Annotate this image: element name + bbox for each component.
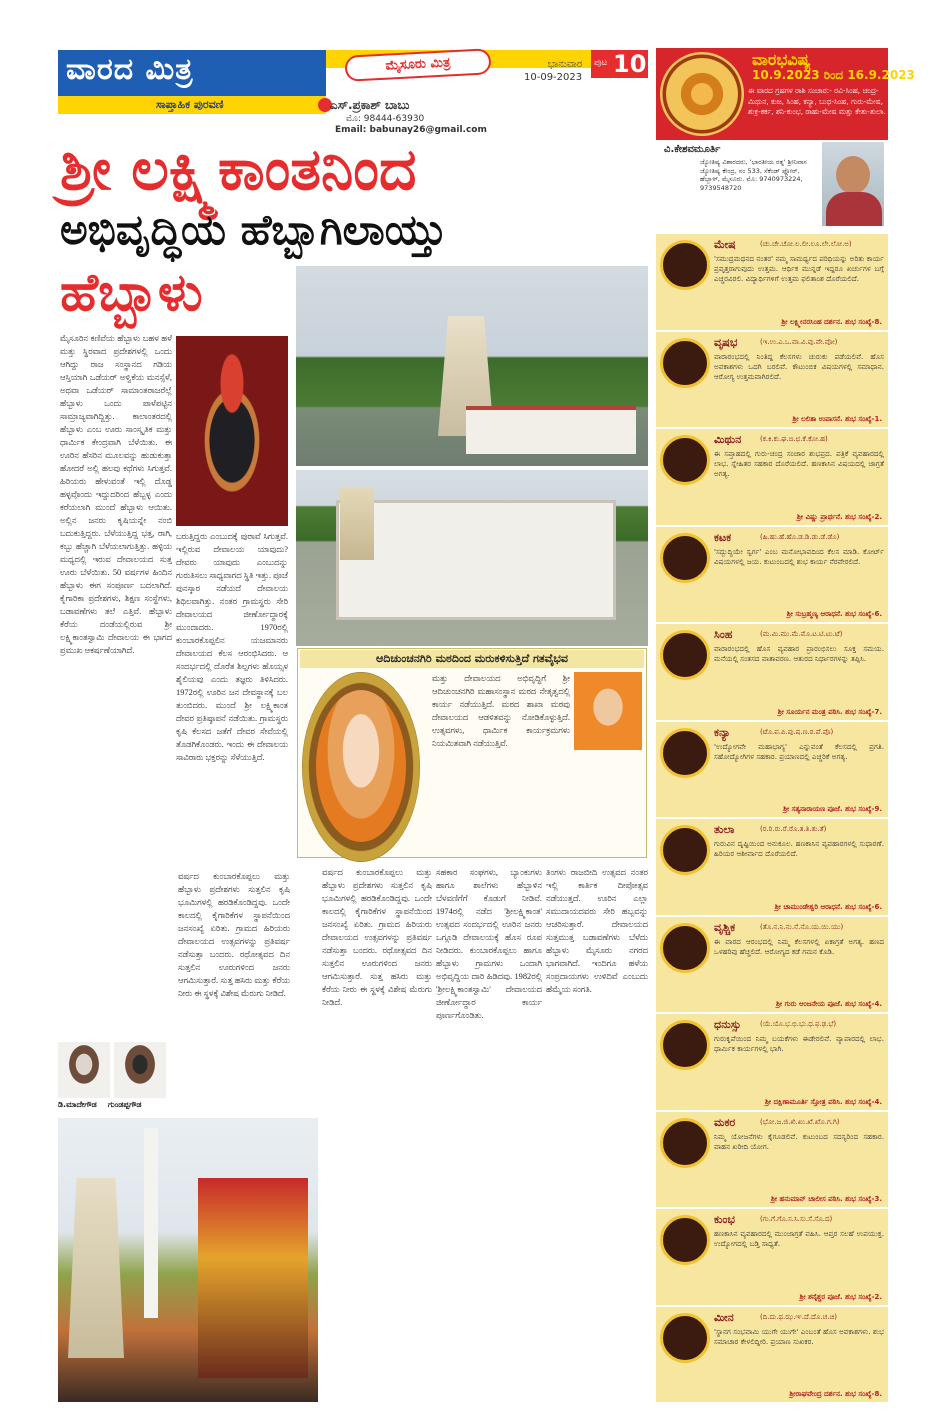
sign-remedy: ಶ್ರೀ ಚಾಮುಂಡೇಶ್ವರಿ ಆರಾಧನೆ. ಶುಭ ಸಂಖ್ಯೆ-6. bbox=[774, 902, 882, 911]
supplement-label: ಸಾಪ್ತಾಹಿಕ ಪುರವಣಿ bbox=[58, 96, 326, 114]
page-number: 10 bbox=[613, 50, 647, 78]
zodiac-sign-icon bbox=[660, 1118, 710, 1168]
article-col5: ತಿಂಗಳು ರಾಜಬೀದಿ ಉತ್ಸವದ ನಂತರ ಇಲ್ಲಿ ಕಾರ್ತಿಕ ದೀಪೋತ್ಸವ ನಡೆಯುತ್ತದೆ. ಊರಿನ ಎಲ್ಲಾ ಸಮುದಾಯದವರು ಸೇರಿ ಹಬ್ಬವನ್ನು ಆಚರಿಸುತ್ತಾರೆ. ದೇವಾಲಯದ ಸುತ್ತಮುತ್ತ ಬಡಾವಣೆಗಳು ಬೆಳೆದು ಹೆಬ್ಬಾಳು ಮೈಸೂರು ನಗರದ ಭಾಗವಾಗಿದೆ. ಇಂದಿಗೂ ಹಳೆಯ ಸಂಪ್ರದಾಯಗಳು ಉಳಿದಿವೆ ಎಂಬುದು ಹೆಮ್ಮೆಯ ಸಂಗತಿ. bbox=[546, 868, 648, 994]
article-col4: ಸಹಕಾರ ಸಂಘಗಳು, ಬ್ಯಾಂಕುಗಳು ಹಾಗೂ ಶಾಲೆಗಳು ಹೆಬ್ಬಾಳಿನ ಬೆಳವಣಿಗೆಗೆ ಕೊಡುಗೆ ನೀಡಿವೆ. 1974ರಲ್ಲಿ ನಡೆದ 'ಶ್ರೀಲಕ್ಷ್ಮಿಕಾಂತ' ಉತ್ಸವದ ಸಂದರ್ಭದಲ್ಲಿ ಊರಿನ ಜನರು ಒಗ್ಗೂಡಿ ದೇವಾಲಯಕ್ಕೆ ಹೊಸ ರೂಪ ನೀಡಿದರು. ಕುಂಬಾರಕೊಪ್ಪಲು ಹಾಗೂ ಹೆಬ್ಬಾಳು ಗ್ರಾಮಗಳು ಒಂದಾಗಿ ಅಭಿವೃದ್ಧಿಯ ದಾರಿ ಹಿಡಿದವು. 1982ರಲ್ಲಿ 'ಶ್ರೀಲಕ್ಷ್ಮಿಕಾಂತಸ್ವಾಮಿ' ದೇವಾಲಯದ ಜೀರ್ಣೋದ್ಧಾರ ಕಾರ್ಯ ಪೂರ್ಣಗೊಂಡಿತು. bbox=[436, 868, 542, 1020]
sub-article-title: ಆದಿಚುಂಚನಗಿರಿ ಮಠದಿಂದ ಮರುಕಳಿಸುತ್ತಿದೆ ಗತವೈಭವ bbox=[300, 650, 644, 668]
sign-text: 'ಉದ್ಯೋಗವೇ ಮಹಾಭಾಗ್ಯ' ಎನ್ನುವಂತೆ ಕೆಲಸದಲ್ಲಿ ಪ್ರಗತಿ. ಸಹೋದ್ಯೋಗಿಗಳ ಸಹಕಾರ. ಪ್ರಯಾಣದಲ್ಲಿ ಎಚ್ಚರಿಕೆ ಅಗತ್ಯ. bbox=[714, 741, 884, 761]
headline-line3: ಹೆಬ್ಬಾಳು bbox=[60, 262, 203, 323]
sign-text: ನಿಮ್ಮ ಯೋಜನೆಗಳು ಕೈಗೂಡಲಿವೆ. ಕುಟುಂಬದ ಸದಸ್ಯರಿಂದ ಸಹಕಾರ. ವಾಹನ ಖರೀದಿ ಯೋಗ. bbox=[714, 1131, 884, 1151]
paper-name: ವಾರದ ಮಿತ್ರ bbox=[66, 52, 194, 87]
zodiac-sign-icon bbox=[660, 533, 710, 583]
zodiac-sign-icon bbox=[660, 240, 710, 290]
sign-text: ವಾರಾರಂಭದಲ್ಲಿ ನಿಂತಿದ್ದ ಕೆಲಸಗಳು ಚುರುಕು ಪಡೆಯಲಿವೆ. ಹೊಸ ಅವಕಾಶಗಳು ಒದಗಿ ಬರಲಿವೆ. ಕೌಟುಂಬಿಕ ವಿಷಯಗಳಲ್ಲಿ ಸಮಾಧಾನ. ಆರೋಗ್ಯ ಉತ್ತಮವಾಗಿರಲಿದೆ. bbox=[714, 351, 884, 381]
page-label: ಪುಟ bbox=[594, 58, 608, 68]
sign-remedy: ಶ್ರೀ ಲಕ್ಷ್ಮೀನರಸಿಂಹ ದರ್ಶನ. ಶುಭ ಸಂಖ್ಯೆ-8. bbox=[781, 317, 882, 326]
sign-box bbox=[656, 1207, 888, 1305]
sign-remedy: ಶ್ರೀ ಲಲಿತಾ ಉಪಾಸನೆ. ಶುಭ ಸಂಖ್ಯೆ-1. bbox=[792, 415, 882, 423]
zodiac-sign-icon bbox=[660, 728, 710, 778]
sign-box bbox=[656, 330, 888, 428]
author-mobile: ಮೊ: 98444-63930 bbox=[346, 114, 425, 124]
sign-name: ತುಲಾ bbox=[714, 823, 735, 836]
headline-line2: ಅಭಿವೃದ್ಧಿಯ ಹೆಬ್ಬಾಗಿಲಾಯ್ತು bbox=[60, 205, 447, 254]
horoscope-title: ವಾರಭವಿಷ್ಯ bbox=[752, 50, 811, 69]
sign-letters: (ಚು.ಚೇ.ಚೋ.ಲ.ಲೀ.ಲೂ.ಲೇ.ಲೋ.ಅ) bbox=[760, 240, 852, 248]
page-number-box bbox=[591, 50, 648, 78]
zodiac-sign-icon bbox=[660, 1313, 710, 1363]
sign-remedy: ಶ್ರೀ ಸತ್ಯನಾರಾಯಣ ಪೂಜೆ. ಶುಭ ಸಂಖ್ಯೆ-9. bbox=[783, 805, 882, 813]
sign-letters: (ದಿ.ದು.ಥ.ಝ.ಞ.ದೆ.ದೊ.ಚ.ಚಿ) bbox=[760, 1312, 837, 1321]
sign-box bbox=[656, 525, 888, 623]
sign-remedy: ಶ್ರೀ ಶನೈಶ್ಚರ ಪೂಜೆ. ಶುಭ ಸಂಖ್ಯೆ-2. bbox=[799, 1292, 882, 1301]
sign-text: 'ಸಮುದ್ರಮಥನದ ನಂತರ' ನಮ್ಮ ಸಾಮರ್ಥ್ಯದ ಪರಿಧಿಯನ್ನು ಅರಿತು ಕಾರ್ಯ ಪ್ರವೃತ್ತರಾಗುವುದು ಉತ್ತಮ. ಆರ್ಥಿಕ ಮುನ್ನಡೆ ಇದ್ದರೂ ಖರ್ಚುಗಳ ಬಗ್ಗೆ ಎಚ್ಚರವಿರಲಿ. ವಿದ್ಯಾರ್ಥಿಗಳಿಗೆ ಉತ್ತಮ ಫಲಿತಾಂಶ ದೊರೆಯಲಿದೆ. bbox=[714, 254, 884, 284]
sign-letters: (ಇ.ಉ.ಎ.ಒ.ವಾ.ವಿ.ವು.ವೇ.ವೋ) bbox=[760, 337, 838, 346]
sign-name: ಮೀನ bbox=[714, 1310, 734, 1324]
sign-name: ಕನ್ಯಾ bbox=[714, 725, 731, 739]
sign-remedy: ಶ್ರೀರಾಘವೇಂದ್ರ ದರ್ಶನ. ಶುಭ ಸಂಖ್ಯೆ-8. bbox=[789, 1390, 882, 1398]
sub-article-text-top: ಮತ್ತು ದೇವಾಲಯದ ಅಭಿವೃದ್ಧಿಗೆ ಶ್ರೀ ಆದಿಚುಂಚನಗಿರಿ ಮಹಾಸಂಸ್ಥಾನ ಮಠದ ನೇತೃತ್ವದಲ್ಲಿ ಕಾರ್ಯ ನಡೆಯುತ್ತಿದೆ. ಮಠದ ಶಾಖಾ ಮಠವು ದೇವಾಲಯದ ಆಡಳಿತವನ್ನು ನೋಡಿಕೊಳ್ಳುತ್ತಿದೆ. ಉತ್ಸವಗಳು, ಧಾರ್ಮಿಕ ಕಾರ್ಯಕ್ರಮಗಳು ನಿಯಮಿತವಾಗಿ ನಡೆಯುತ್ತಿವೆ. bbox=[432, 674, 570, 748]
temple-tower-photo bbox=[296, 266, 648, 466]
sign-letters: (ಗು.ಗೆ.ಗೊ.ಸ.ಸಿ.ಸು.ಸೆ.ಸೊ.ದ) bbox=[760, 1215, 833, 1223]
sign-text: ಈ ಸಪ್ತಾಹದಲ್ಲಿ ಗುರು-ಚಂದ್ರ ಸಂಚಾರ ಶುಭಪ್ರದ. ಪತ್ರಿಕೆ ವ್ಯವಹಾರದಲ್ಲಿ ಲಾಭ. ಸ್ನೇಹಿತರ ಸಹಕಾರ ದೊರೆಯಲಿದೆ. ಹಣಕಾಸಿನ ವಿಷಯದಲ್ಲಿ ಜಾಗ್ರತೆ ಅಗತ್ಯ. bbox=[714, 449, 884, 479]
zodiac-sign-icon bbox=[660, 435, 710, 485]
person2-photo bbox=[114, 1042, 166, 1098]
sign-text: 'ಸ್ಥಾನಗ ಸಂಭವಾಮಿ ಯುಗೇ ಯುಗೇ' ಎಂಬಂತೆ ಹೊಸ ಅವಕಾಶಗಳು. ಶುಭ ಸಮಾಚಾರ ಕೇಳಲಿದ್ದೀರಿ. ಪ್ರಯಾಣ ಸುಖಕರ. bbox=[714, 1326, 884, 1346]
zodiac-wheel-icon bbox=[660, 52, 744, 136]
sign-text: ಗುರುವಿನ ದೃಷ್ಟಿಯಿಂದ ಅನುಕೂಲ. ಹಣಕಾಸಿನ ವ್ಯವಹಾರಗಳಲ್ಲಿ ಸುಧಾರಣೆ. ಹಿರಿಯರ ಆಶೀರ್ವಾದ ದೊರೆಯಲಿದೆ. bbox=[714, 839, 884, 859]
brand-badge: ಮೈಸೂರು ಮಿತ್ರ bbox=[344, 48, 491, 82]
sign-text: ವಾರಾರಂಭದಲ್ಲಿ ಹೊಸ ವ್ಯವಹಾರ ಪ್ರಾರಂಭಿಸಲು ಸೂಕ್ತ ಸಮಯ. ಮನೆಯಲ್ಲಿ ಸಂತಸದ ವಾತಾವರಣ. ಆತುರದ ನಿರ್ಧಾರಗಳನ್ನು ತಪ್ಪಿಸಿ. bbox=[714, 644, 884, 664]
sign-name: ಮಕರ bbox=[714, 1115, 736, 1129]
sign-letters: (ತೊ.ನ.ನಿ.ನು.ನೆ.ನೊ.ಯ.ಯಿ.ಯು) bbox=[760, 922, 844, 931]
sign-remedy: ಶ್ರೀ ದಕ್ಷಿಣಾಮೂರ್ತಿ ಸ್ತೋತ್ರ ಪಠಿಸಿ. ಶುಭ ಸಂಖ್ಯೆ-4. bbox=[764, 1097, 882, 1106]
horoscope-note: ಈ ವಾರದ ಗ್ರಹಗಳ ರಾಶಿ ಸಂಚಾರ:- ರವಿ-ಸಿಂಹ, ಚಂದ್ರ-ಮಿಥುನ, ಕುಜ, ಸಿಂಹ, ಕನ್ಯಾ, ಬುಧ-ಸಿಂಹ, ಗುರು-ಮೇಷ, ಶುಕ್ರ-ಕರ್ಕ, ಶನಿ-ಕುಂಭ, ರಾಹು-ಮೇಷ ಮತ್ತು ಕೇತು-ತುಲಾ. bbox=[748, 86, 886, 116]
sign-letters: (ಯೆ.ಯೊ.ಭ.ಭಿ.ಭು.ಧ.ಫ.ಢ.ಭೆ) bbox=[760, 1020, 837, 1028]
astrologer-photo bbox=[822, 142, 884, 226]
zodiac-sign-icon bbox=[660, 338, 710, 388]
date-box bbox=[524, 58, 582, 84]
sign-remedy: ಶ್ರೀ ಸುಬ್ರಹ್ಮಣ್ಯ ಆರಾಧನೆ. ಶುಭ ಸಂಖ್ಯೆ-6. bbox=[786, 610, 882, 618]
sign-name: ಕುಂಭ bbox=[714, 1213, 735, 1226]
author-name: ಎಸ್.ಪ್ರಕಾಶ್ ಬಾಬು bbox=[330, 98, 410, 112]
sign-text: ಈ ವಾರದ ಆರಂಭದಲ್ಲಿ ನಿಮ್ಮ ಕೆಲಸಗಳಲ್ಲಿ ಏಕಾಗ್ರತೆ ಅಗತ್ಯ. ಹಣದ ಒಳಹರಿವು ಹೆಚ್ಚಲಿದೆ. ಆರೋಗ್ಯದ ಕಡೆ ಗಮನ ಕೊಡಿ. bbox=[714, 936, 884, 956]
headline-line1: ಶ್ರೀ ಲಕ್ಷ್ಮಿಕಾಂತನಿಂದ bbox=[60, 135, 417, 203]
sign-box bbox=[656, 720, 888, 818]
sign-remedy: ಶ್ರೀ ಸೂರ್ಯನ ಮಂತ್ರ ಪಠಿಸಿ. ಶುಭ ಸಂಖ್ಯೆ-7. bbox=[777, 707, 882, 716]
sign-name: ವೃಶ್ಚಿಕ bbox=[714, 920, 736, 934]
date-label: 10-09-2023 bbox=[524, 72, 583, 83]
article-col1: ಮೈಸೂರಿನ ಕಣಿವೆಯ ಹೆಬ್ಬಾಳು ಬಹಳ ಹಳೆ ಮತ್ತು ಸ್ಥಿರವಾದ ಪ್ರದೇಶಗಳಲ್ಲಿ ಒಂದು ಆಗಿದ್ದು ರಾಜ ಸಂಸ್ಥಾನದ ಗಡಿಯ ಆಸ್ತಿಯಾಗಿ ಒಡೆಯರ್ ಅಳ್ವಿಕೆಯ ಮನಸ್ಸೆಳೆ, ಅಥವಾ ಒಡೆಯರ್ ಸಾಮಾಂತರಾಜರೆಲ್ಲೆ ಹೆಬ್ಬಾಳು ಒಂದು ಪಾಳೆಪಟ್ಟಿನ ಸಾಮ್ರಾಜ್ಯವಾಗಿದ್ದಿತ್ತು. ಕಾಲಾಂತರದಲ್ಲಿ ಹೆಬ್ಬಾಳು ಎಂಬ ಊರು ಸಾಂಸ್ಕೃತಿಕ ಮತ್ತು ಧಾರ್ಮಿಕ ಕೇಂದ್ರವಾಗಿ ಬೆಳೆಯಿತು. ಈ ಊರಿನ ಹೆಸರಿನ ಮೂಲವನ್ನು ಹುಡುಕುತ್ತಾ ಹೋದರೆ ಅಲ್ಲಿ ಹಲವು ಕಥೆಗಳು ಸಿಗುತ್ತವೆ. ಹಿರಿಯರು ಹೇಳುವಂತೆ ಇಲ್ಲಿ ದೊಡ್ಡ ಹಳ್ಳವೊಂದು ಇದ್ದುದರಿಂದ ಹೆಬ್ಬಳ್ಳ ಎಂದು ಕರೆಯಲಾಗಿ ಮುಂದೆ ಹೆಬ್ಬಾಳು ಆಯಿತು. ಅಲ್ಲಿನ ಜನರು ಕೃಷಿಯನ್ನೇ ನಂಬಿ ಬದುಕುತ್ತಿದ್ದರು. ಬೆಳೆಯುತ್ತಿದ್ದ ಭತ್ತ, ರಾಗಿ, ಕಬ್ಬು ಹೆಚ್ಚಾಗಿ ಬೆಳೆಯಲಾಗುತ್ತಿತ್ತು. ಹಳ್ಳಿಯ ಮಧ್ಯದಲ್ಲಿ ಇರುವ ದೇವಾಲಯದ ಸುತ್ತ ಊರು ಬೆಳೆಯಿತು. 50 ವರ್ಷಗಳ ಹಿಂದಿನ ಹೆಬ್ಬಾಳು ಈಗ ಸಂಪೂರ್ಣ ಬದಲಾಗಿದೆ. ಕೈಗಾರಿಕಾ ಪ್ರದೇಶಗಳು, ಶಿಕ್ಷಣ ಸಂಸ್ಥೆಗಳು, ಬಡಾವಣೆಗಳು ತಲೆ ಎತ್ತಿವೆ. ಹೆಬ್ಬಾಳು ಕೆರೆಯ ದಂಡೆಯಲ್ಲಿರುವ ಶ್ರೀ ಲಕ್ಷ್ಮಿಕಾಂತಸ್ವಾಮಿ ದೇವಾಲಯ ಈ ಭಾಗದ ಪ್ರಮುಖ ಆಕರ್ಷಣೆಯಾಗಿದೆ. bbox=[60, 334, 172, 655]
zodiac-sign-icon bbox=[660, 923, 710, 973]
author-email: Email: babunay26@gmail.com bbox=[335, 125, 487, 135]
sign-name: ಸಿಂಹ bbox=[714, 628, 733, 641]
sign-text: 'ಸದ್ಬುದ್ಧಿಯೇ ಸ್ವರ್ಗ' ಎಂಬ ಮನೋಭಾವದಿಂದ ಕೆಲಸ ಮಾಡಿ. ಕೋರ್ಟ್ ವಿಷಯಗಳಲ್ಲಿ ಜಯ. ಕುಟುಂಬದಲ್ಲಿ ಶುಭ ಕಾರ್ಯ ನೆರವೇರಲಿದೆ. bbox=[714, 546, 884, 566]
sign-name: ಮಿಥುನ bbox=[714, 433, 742, 446]
zodiac-sign-icon bbox=[660, 825, 710, 875]
sign-letters: (ರ.ರಿ.ರು.ರೆ.ರೊ.ತ.ತಿ.ತು.ತೆ) bbox=[760, 825, 827, 833]
sign-name: ಮೇಷ bbox=[714, 238, 736, 251]
sign-letters: (ಕ.ಕಿ.ಕು.ಘ.ಙ.ಛ.ಕೆ.ಕೋ.ಹ) bbox=[760, 435, 828, 443]
zodiac-sign-icon bbox=[660, 1215, 710, 1265]
caption-person1: ಡಿ.ಮಾದೇಗೌಡ bbox=[58, 1100, 97, 1109]
article-col3: ವರ್ಷದ ಕುಂಬಾರಕೊಪ್ಪಲು ಮತ್ತು ಹೆಬ್ಬಾಳು ಪ್ರದೇಶಗಳು ಸುತ್ತಲಿನ ಕೃಷಿ ಭೂಮಿಗಳಲ್ಲಿ ಹರಡಿಕೊಂಡಿದ್ದವು. ಒಂದೇ ಕಾಲದಲ್ಲಿ ಕೈಗಾರಿಕೆಗಳ ಸ್ಥಾಪನೆಯಿಂದ ಜನಸಂಖ್ಯೆ ಏರಿತು. ಗ್ರಾಮದ ಹಿರಿಯರು ದೇವಾಲಯದ ಉತ್ಸವಗಳನ್ನು ಪ್ರತಿವರ್ಷ ನಡೆಸುತ್ತಾ ಬಂದರು. ರಥೋತ್ಸವದ ದಿನ ಸುತ್ತಲಿನ ಊರುಗಳಿಂದ ಜನರು ಆಗಮಿಸುತ್ತಾರೆ. ಸುತ್ತ ಹಸಿರು ಮತ್ತು ಕೆರೆಯ ನೀರು ಈ ಸ್ಥಳಕ್ಕೆ ವಿಶೇಷ ಮೆರುಗು ನೀಡಿದೆ. bbox=[322, 868, 432, 1007]
astrologer-name: ವಿ.ಕೇಶವಮೂರ್ತಿ bbox=[664, 144, 721, 155]
astrologer-info: ಜ್ಯೋತಿಷ್ಯ ವಿಶಾರದರು, 'ಭಾರತೀಯ ರತ್ನ' ಶ್ರೀನಿವಾಸ ಜ್ಯೋತಿಷ್ಯ ಕೇಂದ್ರ, ನಂ 533, ಸೆಕೆಂಡ್ ಫ್ಲೋರ್, ಹೆಬ್ಬಾಳ್, ಮೈಸೂರು. ಮೊ: 9740973224, 9739548720 bbox=[700, 158, 807, 192]
sign-name: ಧನುಸ್ಸು bbox=[714, 1018, 742, 1031]
photo-captions bbox=[58, 1100, 218, 1114]
sign-box bbox=[656, 1012, 888, 1110]
sign-box bbox=[656, 817, 888, 915]
sign-letters: (ಮ.ಮಿ.ಮು.ಮೆ.ಮೊ.ಟ.ಟಿ.ಟು.ಟೆ) bbox=[760, 630, 843, 638]
sign-box bbox=[656, 1305, 888, 1403]
sign-text: ಗುರುಕೃಪೆಯಿಂದ ನಿಮ್ಮ ಬಯಕೆಗಳು ಈಡೇರಲಿವೆ. ವ್ಯಾಪಾರದಲ್ಲಿ ಲಾಭ. ಧಾರ್ಮಿಕ ಕಾರ್ಯಗಳಲ್ಲಿ ಭಾಗಿ. bbox=[714, 1034, 884, 1054]
sign-remedy: ಶ್ರೀ ಗುರು ಆಂಜನೇಯ ಪೂಜೆ. ಶುಭ ಸಂಖ್ಯೆ-4. bbox=[775, 1000, 882, 1008]
swami2-photo bbox=[574, 672, 642, 750]
article-col2b: ವರ್ಷದ ಕುಂಬಾರಕೊಪ್ಪಲು ಮತ್ತು ಹೆಬ್ಬಾಳು ಪ್ರದೇಶಗಳು ಸುತ್ತಲಿನ ಕೃಷಿ ಭೂಮಿಗಳಲ್ಲಿ ಹರಡಿಕೊಂಡಿದ್ದವು. ಒಂದೇ ಕಾಲದಲ್ಲಿ ಕೈಗಾರಿಕೆಗಳ ಸ್ಥಾಪನೆಯಿಂದ ಜನಸಂಖ್ಯೆ ಏರಿತು. ಗ್ರಾಮದ ಹಿರಿಯರು ದೇವಾಲಯದ ಉತ್ಸವಗಳನ್ನು ಪ್ರತಿವರ್ಷ ನಡೆಸುತ್ತಾ ಬಂದರು. ರಥೋತ್ಸವದ ದಿನ ಸುತ್ತಲಿನ ಊರುಗಳಿಂದ ಜನರು ಆಗಮಿಸುತ್ತಾರೆ. ಸುತ್ತ ಹಸಿರು ಮತ್ತು ಕೆರೆಯ ನೀರು ಈ ಸ್ಥಳಕ್ಕೆ ವಿಶೇಷ ಮೆರುಗು ನೀಡಿದೆ. bbox=[178, 872, 290, 998]
horoscope-dates: 10.9.2023 ರಿಂದ 16.9.2023 bbox=[752, 68, 915, 82]
sign-letters: (ಹಿ.ಹು.ಹೆ.ಹೊ.ಡ.ಡಿ.ಡು.ಡೆ.ಡೊ) bbox=[760, 532, 840, 541]
sign-box bbox=[656, 232, 888, 330]
temple-courtyard-photo bbox=[296, 470, 648, 646]
sign-box bbox=[656, 427, 888, 525]
sign-box bbox=[656, 1110, 888, 1208]
caption-person2: ಗುಂಡಪ್ಪಗೌಡ bbox=[107, 1100, 142, 1109]
sign-letters: (ಟೊ.ಪ.ಪಿ.ಪು.ಷ.ಣ.ಠ.ಪೆ.ಪೊ) bbox=[760, 727, 834, 736]
zodiac-sign-icon bbox=[660, 630, 710, 680]
sign-name: ಕಟಕ bbox=[714, 530, 732, 544]
person1-photo bbox=[58, 1042, 110, 1098]
sign-name: ವೃಷಭ bbox=[714, 335, 738, 349]
swami-portrait bbox=[316, 690, 406, 842]
deity-photo bbox=[176, 336, 288, 526]
sign-remedy: ಶ್ರೀ ವಿಷ್ಣು ಪ್ರಾರ್ಥನೆ. ಶುಭ ಸಂಖ್ಯೆ-2. bbox=[796, 512, 882, 521]
chariot-festival-photo bbox=[58, 1118, 318, 1402]
sign-box bbox=[656, 622, 888, 720]
sign-text: ಹಣಕಾಸಿನ ವ್ಯವಹಾರದಲ್ಲಿ ಮುಂಜಾಗ್ರತೆ ವಹಿಸಿ. ಆಪ್ತರ ಸಲಹೆ ಉಪಯುಕ್ತ. ಉದ್ಯೋಗದಲ್ಲಿ ಬಡ್ತಿ ಸಾಧ್ಯತೆ. bbox=[714, 1229, 884, 1249]
sign-letters: (ಭೋ.ಜ.ಜಿ.ಖಿ.ಖು.ಖೆ.ಖೊ.ಗ.ಗಿ) bbox=[760, 1117, 840, 1126]
article-col2: ಬರುತ್ತಿದ್ದರು ಎಂಬುದಕ್ಕೆ ಪುರಾವೆ ಸಿಗುತ್ತವೆ. ಇಲ್ಲಿರುವ ದೇವಾಲಯ ಯಾವುದು? ದೇವರು ಯಾವುದು ಎಂಬುದನ್ನು ಗುರುತಿಸಲು ಸಾಧ್ಯವಾಗದ ಸ್ಥಿತಿ ಇತ್ತು. ಪೂಜೆ ಪುನಸ್ಕಾರ ನಡೆಯದೆ ದೇವಾಲಯ ಶಿಥಿಲವಾಗಿತ್ತು. ನಂತರ ಗ್ರಾಮಸ್ಥರು ಸೇರಿ ದೇವಾಲಯದ ಜೀರ್ಣೋದ್ಧಾರಕ್ಕೆ ಮುಂದಾದರು. 1970ರಲ್ಲಿ ಕುಂಬಾರಕೊಪ್ಪಲಿನ ಯಜಮಾನರು ದೇವಾಲಯದ ಕೆಲಸ ಆರಂಭಿಸಿದರು. ಆ ಸಂದರ್ಭದಲ್ಲಿ ದೊರೆತ ಶಿಲ್ಪಗಳು ಹೊಯ್ಸಳ ಶೈಲಿಯವು ಎಂದು ತಜ್ಞರು ತಿಳಿಸಿದರು. 1972ರಲ್ಲಿ ಊರಿನ ಜನ ದೇವಸ್ಥಾನಕ್ಕೆ ಬಲ ತುಂಬಿದರು. ಮುಂದೆ ಶ್ರೀ ಲಕ್ಷ್ಮಿಕಾಂತ ದೇವರ ಪ್ರತಿಷ್ಠಾಪನೆ ನಡೆಯಿತು. ಗ್ರಾಮಸ್ಥರು ಕೃಷಿ ಕೆಲಸದ ಜತೆಗೆ ದೇವರ ಸೇವೆಯಲ್ಲಿ ತೊಡಗಿಕೊಂಡರು. ಇಂದು ಈ ದೇವಾಲಯ ಸಾವಿರಾರು ಭಕ್ತರನ್ನು ಸೆಳೆಯುತ್ತಿದೆ. bbox=[176, 532, 288, 762]
zodiac-sign-icon bbox=[660, 1020, 710, 1070]
sign-remedy: ಶ್ರೀ ಹನುಮಾನ್ ಚಾಲೀಸ ಪಠಿಸಿ. ಶುಭ ಸಂಖ್ಯೆ-3. bbox=[770, 1195, 882, 1203]
day-label: ಭಾನುವಾರ bbox=[547, 59, 583, 70]
sign-box bbox=[656, 915, 888, 1013]
